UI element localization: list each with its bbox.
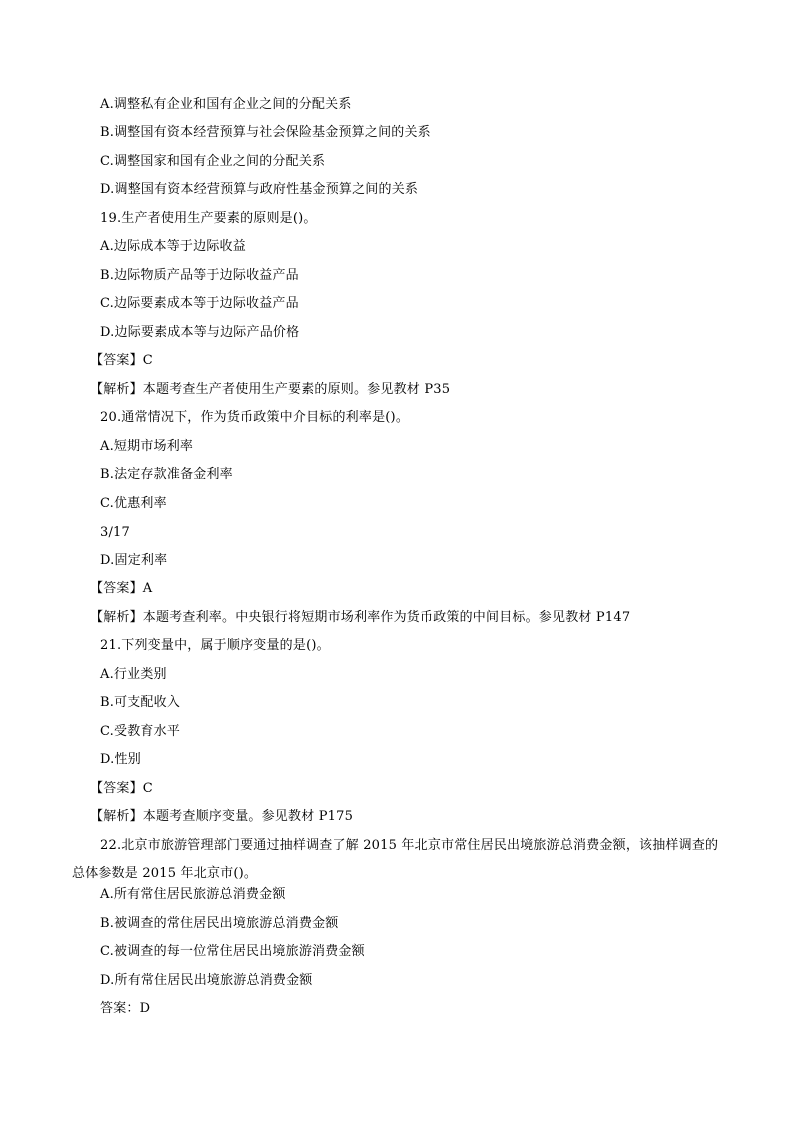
option-c-q22: C.被调查的每一位常住居民出境旅游消费金额: [100, 944, 365, 959]
option-d-q22: D.所有常住居民出境旅游总消费金额: [100, 973, 313, 988]
answer-q22: 答案：D: [100, 1001, 151, 1016]
option-d-q21: D.性别: [100, 752, 141, 767]
option-c-q21: C.受教育水平: [100, 724, 181, 739]
question-22: 22.北京市旅游管理部门要通过抽样调查了解 2015 年北京市常住居民出境旅游总消费金额，该抽样调查的总体参数是 2015 年北京市()。: [72, 838, 719, 881]
option-a-q18: A.调整私有企业和国有企业之间的分配关系: [100, 97, 352, 112]
option-c-q19: C.边际要素成本等于边际收益产品: [100, 296, 299, 311]
explanation-q20: 【解析】本题考查利率。中央银行将短期市场利率作为货币政策的中间目标。参见教材 P147: [90, 610, 631, 625]
question-21: 21.下列变量中，属于顺序变量的是()。: [100, 638, 330, 653]
option-a-q22: A.所有常住居民旅游总消费金额: [100, 887, 286, 902]
answer-q20: 【答案】A: [90, 581, 153, 596]
option-b-q20: B.法定存款准备金利率: [100, 467, 233, 482]
option-b-q21: B.可支配收入: [100, 695, 181, 710]
option-d-q18: D.调整国有资本经营预算与政府性基金预算之间的关系: [100, 182, 419, 197]
question-20: 20.通常情况下，作为货币政策中介目标的利率是()。: [100, 410, 410, 425]
option-a-q20: A.短期市场利率: [100, 439, 194, 454]
option-a-q21: A.行业类别: [100, 667, 167, 682]
option-d-q20: D.固定利率: [100, 553, 168, 568]
answer-q19: 【答案】C: [90, 353, 153, 368]
option-c-q20: C.优惠利率: [100, 496, 167, 511]
page-number: 3/17: [100, 525, 130, 540]
option-b-q18: B.调整国有资本经营预算与社会保险基金预算之间的关系: [100, 125, 431, 140]
explanation-q19: 【解析】本题考查生产者使用生产要素的原则。参见教材 P35: [90, 382, 451, 397]
option-b-q22: B.被调查的常住居民出境旅游总消费金额: [100, 916, 339, 931]
option-b-q19: B.边际物质产品等于边际收益产品: [100, 268, 299, 283]
question-19: 19.生产者使用生产要素的原则是()。: [100, 211, 317, 226]
option-c-q18: C.调整国家和国有企业之间的分配关系: [100, 154, 326, 169]
option-a-q19: A.边际成本等于边际收益: [100, 239, 246, 254]
answer-q21: 【答案】C: [90, 781, 153, 796]
option-d-q19: D.边际要素成本等与边际产品价格: [100, 325, 300, 340]
explanation-q21: 【解析】本题考查顺序变量。参见教材 P175: [90, 809, 354, 824]
